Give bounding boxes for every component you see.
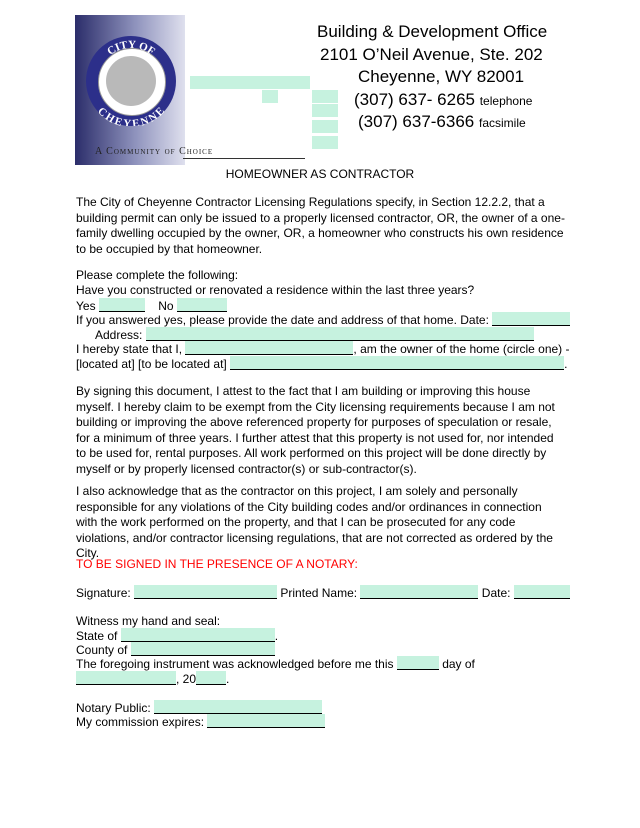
logo-divider	[183, 158, 305, 159]
office-address-line2: Cheyenne, WY 82001	[358, 67, 525, 86]
please-complete-label: Please complete the following:	[76, 268, 239, 282]
acknowledged-row	[76, 656, 475, 671]
seal-ring-text	[86, 36, 176, 126]
commission-label: My commission expires:	[76, 715, 205, 729]
attest-paragraph: By signing this document, I attest to the fact that I am building or improving this house myself. I hereby claim to be exempt from the City licensing requirements because I am not building or improving the above referenced property for purposes of speculation or resale, for a minimum of three years. I further attest that this property is not used for, nor intended to be used for, rental purposes. All work performed on this project will be done directly by myself or by properly licensed contractor(s) or sub-contractor(s).	[76, 384, 555, 476]
location-options[interactable]: [located at] [to be located at]	[76, 357, 227, 371]
header-field-2[interactable]	[262, 90, 278, 103]
owner-statement-row	[76, 341, 570, 356]
question-renovated: Have you constructed or renovated a residence within the last three years?	[76, 283, 475, 297]
header-field-5[interactable]	[312, 120, 338, 133]
yes-field[interactable]	[99, 298, 145, 312]
acknowledged-year-field[interactable]	[196, 671, 226, 685]
location-row: [located at] [to be located at] .	[76, 357, 568, 371]
office-address-line1: 2101 O’Neil Avenue, Ste. 202	[320, 45, 543, 64]
svg-text:CHEYENNE	[95, 105, 167, 126]
acknowledged-month-row: , 20 .	[76, 671, 229, 686]
no-label: No	[158, 299, 174, 313]
seal-top-text: CITY OF	[105, 38, 157, 58]
header-field-4[interactable]	[312, 104, 338, 117]
signature-date-field[interactable]	[514, 585, 570, 599]
commission-row	[76, 714, 325, 729]
owner-of-label: , am the owner of the home (circle one) -	[353, 342, 570, 356]
header-field-6[interactable]	[312, 136, 338, 149]
office-name: Building & Development Office	[317, 22, 548, 41]
acknowledged-day-field[interactable]	[397, 656, 439, 670]
commission-expires-field[interactable]	[207, 714, 325, 728]
intro-paragraph: The City of Cheyenne Contractor Licensing Regulations specify, in Section 12.2.2, that a building permit can only be issued to a properly licensed contractor, OR, the owner of a one-family dwelling occupied by the owner, OR, a homeowner who constructs his own residence to be occupied by that homeowner.	[76, 195, 565, 256]
county-row	[76, 642, 275, 657]
acknowledged-month-field[interactable]	[76, 671, 176, 685]
state-of-label: State of	[76, 629, 118, 643]
phone-number: (307) 637- 6265	[354, 90, 475, 109]
foregoing-label: The foregoing instrument was acknowledged before me this	[76, 657, 394, 671]
notary-public-field[interactable]	[154, 700, 322, 714]
signature-row	[76, 585, 570, 600]
state-field[interactable]	[121, 628, 275, 642]
notary-heading: TO BE SIGNED IN THE PRESENCE OF A NOTARY:	[76, 557, 358, 571]
previous-home-prompt: If you answered yes, please provide the date and address of that home. Date:	[76, 313, 489, 327]
property-address-field[interactable]	[230, 356, 564, 370]
notary-public-row	[76, 700, 322, 715]
yes-no-row	[76, 298, 227, 313]
signature-label: Signature:	[76, 586, 131, 600]
witness-label: Witness my hand and seal:	[76, 614, 221, 628]
office-phone	[354, 90, 532, 110]
phone-label: telephone	[479, 94, 533, 108]
office-fax	[358, 112, 526, 132]
header-field-3[interactable]	[312, 90, 338, 103]
fax-label: facsimile	[479, 116, 526, 130]
signature-field[interactable]	[134, 585, 277, 599]
previous-home-date-row	[76, 312, 570, 327]
printed-name-field[interactable]	[360, 585, 478, 599]
fax-number: (307) 637-6366	[358, 112, 475, 131]
acknowledge-paragraph: I also acknowledge that as the contractor on this project, I am solely and personally responsible for any violations of the City building codes and/or ordinances in connection with the work performed on the property, and that I can be prosecuted for any code violations, and/or contractor licensing regulations, that are not corrected as ordered by the City.	[76, 484, 553, 560]
svg-text:CITY OF	[105, 39, 157, 58]
address-label: Address:	[95, 328, 143, 342]
previous-home-address-row	[95, 327, 534, 342]
page-title: HOMEOWNER AS CONTRACTOR	[225, 167, 415, 181]
logo-tagline: A Community of Choice	[95, 146, 214, 157]
county-of-label: County of	[76, 643, 128, 657]
previous-home-date-field[interactable]	[492, 312, 570, 326]
header-field-1[interactable]	[190, 76, 310, 89]
state-that-label: I hereby state that I,	[76, 342, 183, 356]
no-field[interactable]	[177, 298, 227, 312]
previous-home-address-field[interactable]	[146, 327, 534, 341]
printed-name-label: Printed Name:	[280, 586, 358, 600]
notary-public-label: Notary Public:	[76, 701, 151, 715]
day-of-label: day of	[442, 657, 475, 671]
state-row: State of .	[76, 629, 279, 643]
yes-label: Yes	[76, 299, 96, 313]
county-field[interactable]	[131, 642, 275, 656]
seal-bottom-text: CHEYENNE	[95, 105, 167, 126]
year-prefix-label: , 20	[176, 672, 197, 686]
owner-name-field[interactable]	[185, 341, 353, 355]
signature-date-label: Date:	[481, 586, 511, 600]
